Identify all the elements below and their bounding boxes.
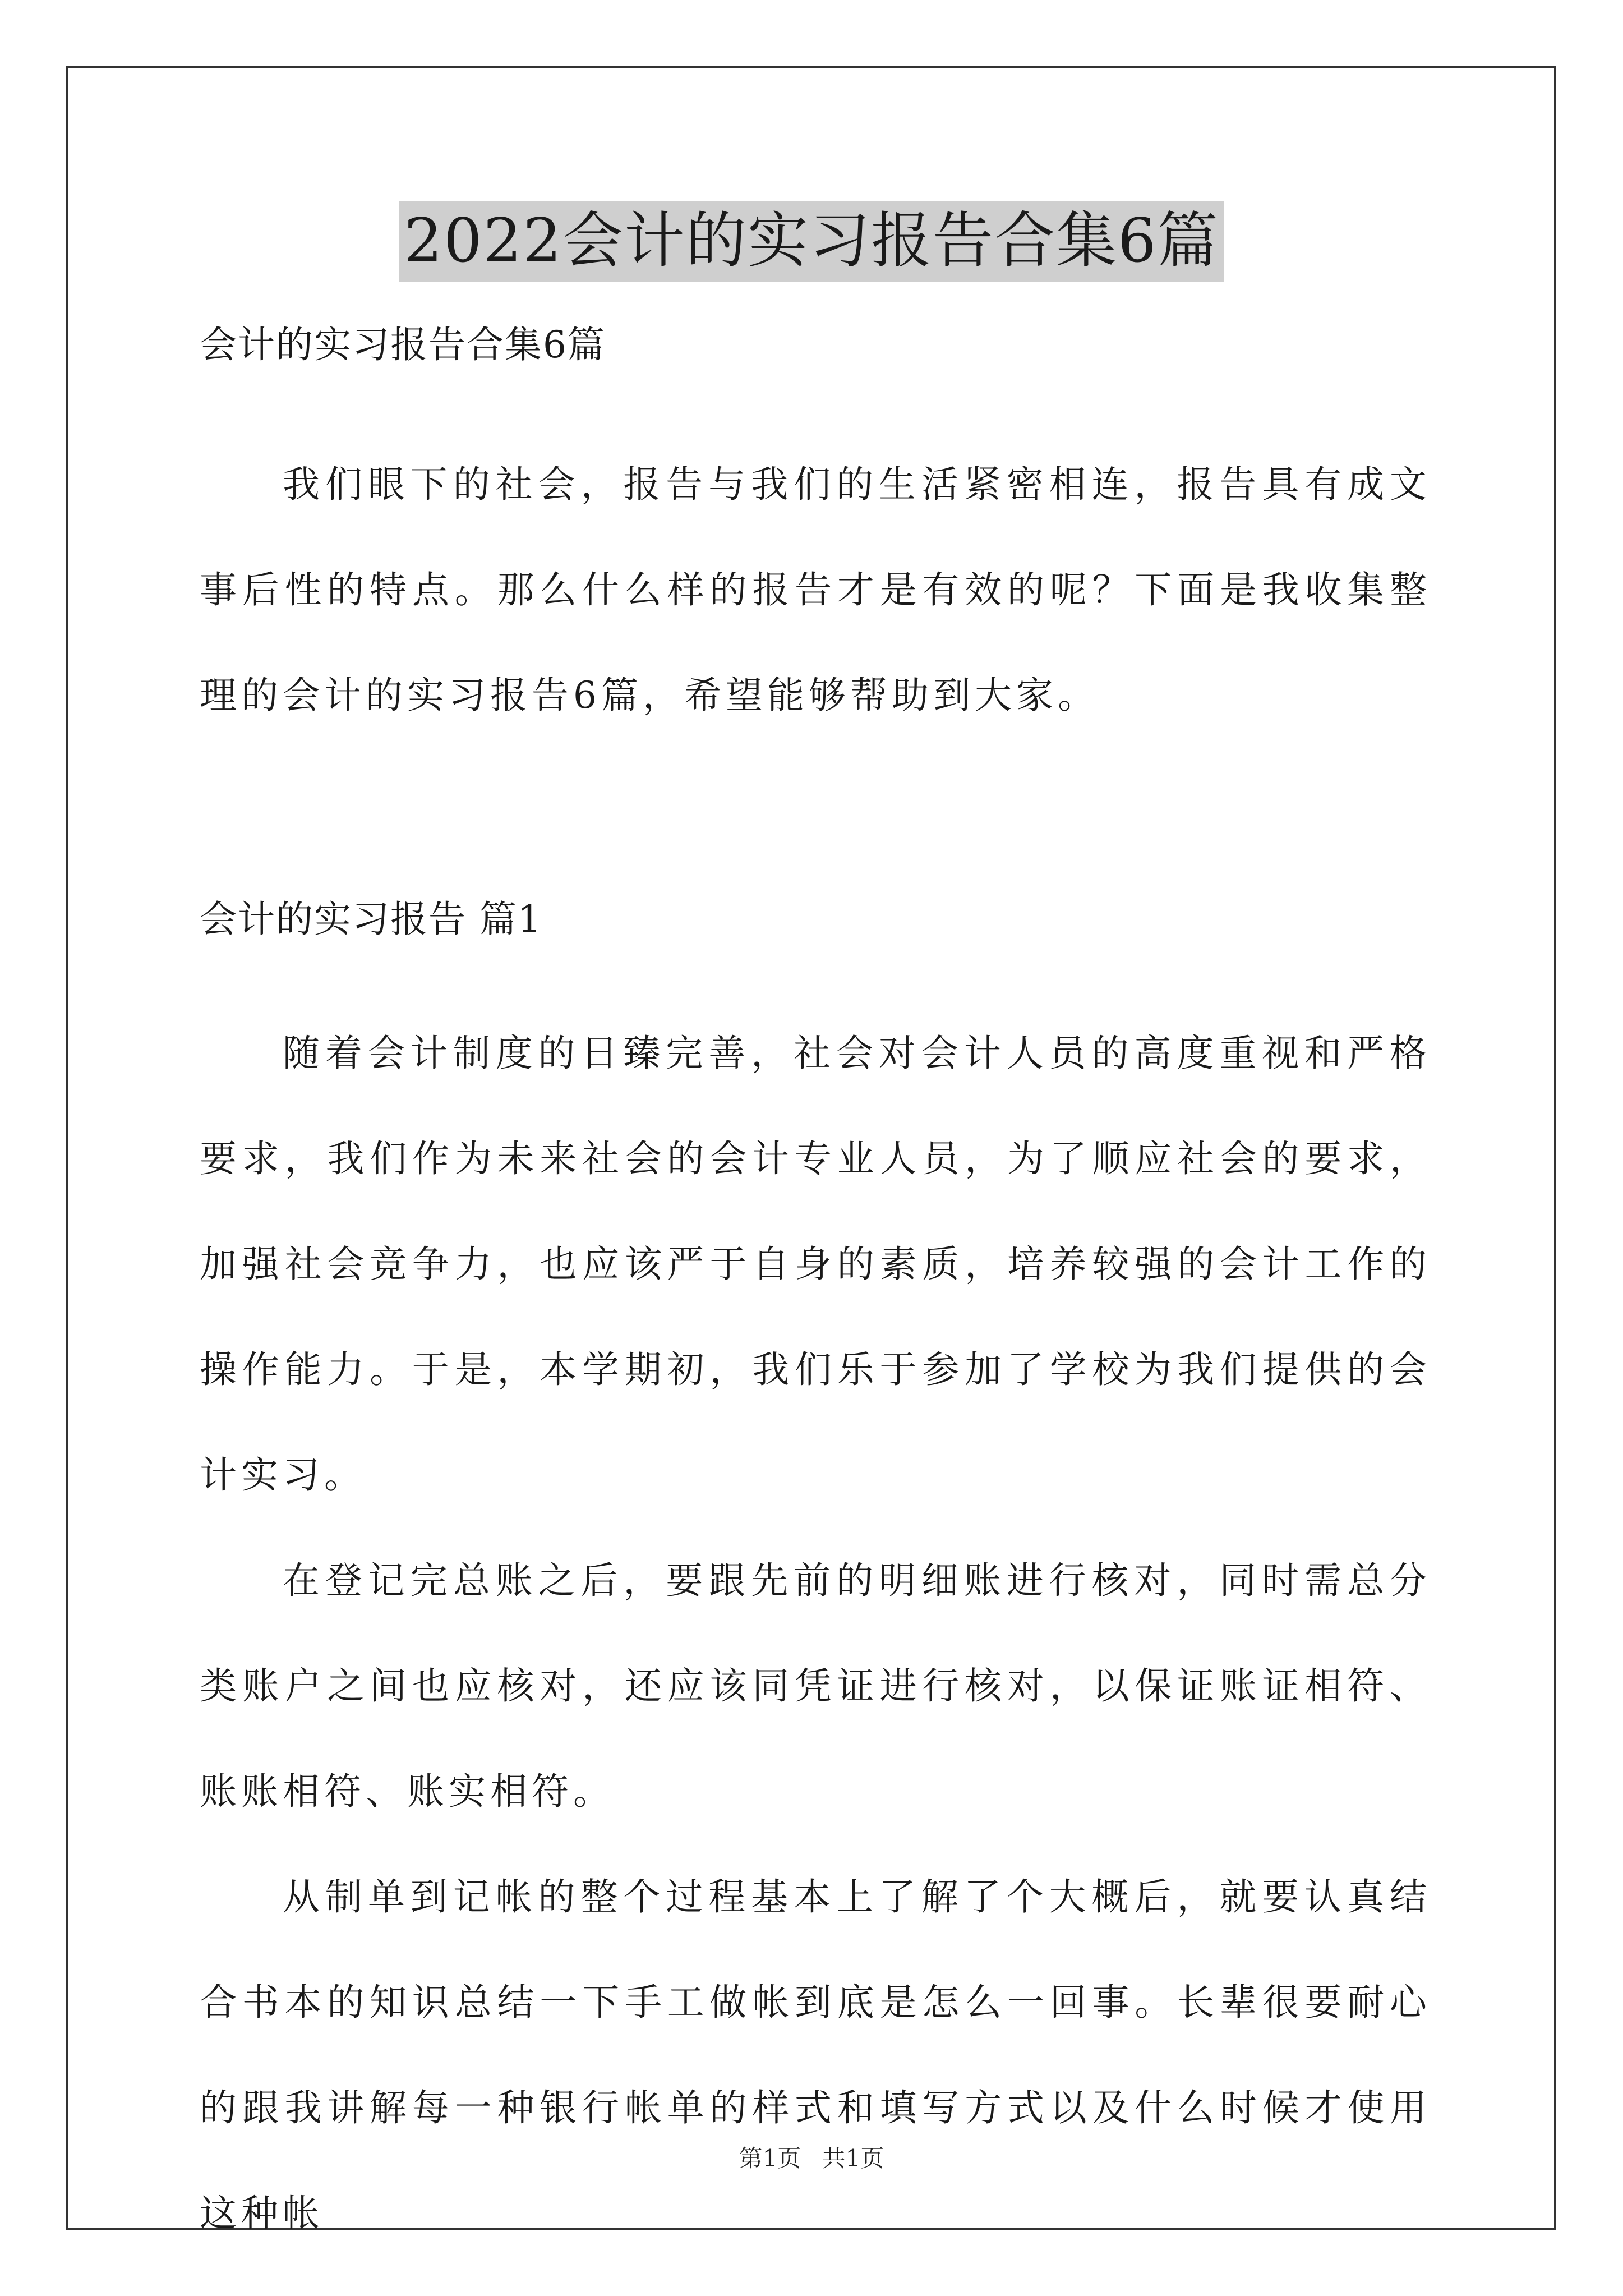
document-title: 2022会计的实习报告合集6篇 [399,201,1224,282]
title-area [0,201,1623,282]
body-paragraph: 从制单到记帐的整个过程基本上了解了个大概后，就要认真结合书本的知识总结一下手工做帐到底是怎么一回事。长辈很要耐心的跟我讲解每一种银行帐单的样式和填写方式以及什么时候才使用这种帐 [200,1875,1431,2235]
section-heading: 会计的实习报告 篇1 [200,898,542,941]
page-number: 第1页 [739,2145,801,2172]
intro-paragraph: 我们眼下的社会，报告与我们的生活紧密相连，报告具有成文事后性的特点。那么什么样的报告才是有效的呢？下面是我收集整理的会计的实习报告6篇，希望能够帮助到大家。 [200,463,1431,717]
body-paragraph: 随着会计制度的日臻完善，社会对会计人员的高度重视和严格要求，我们作为未来社会的会计专业人员，为了顺应社会的要求，加强社会竞争力，也应该严于自身的素质，培养较强的会计工作的操作能力。于是，本学期初，我们乐于参加了学校为我们提供的会计实习。 [200,1032,1431,1497]
spacer [200,748,1431,894]
document-body [200,320,1431,2266]
body-paragraph: 在登记完总账之后，要跟先前的明细账进行核对，同时需总分类账户之间也应核对，还应该同凭证进行核对，以保证账证相符、账账相符、账实相符。 [200,1559,1431,1813]
total-pages: 共1页 [822,2145,884,2172]
page-footer [0,2140,1623,2174]
spacer [200,370,1431,432]
document-subtitle: 会计的实习报告合集6篇 [200,323,606,366]
spacer [200,945,1431,1001]
